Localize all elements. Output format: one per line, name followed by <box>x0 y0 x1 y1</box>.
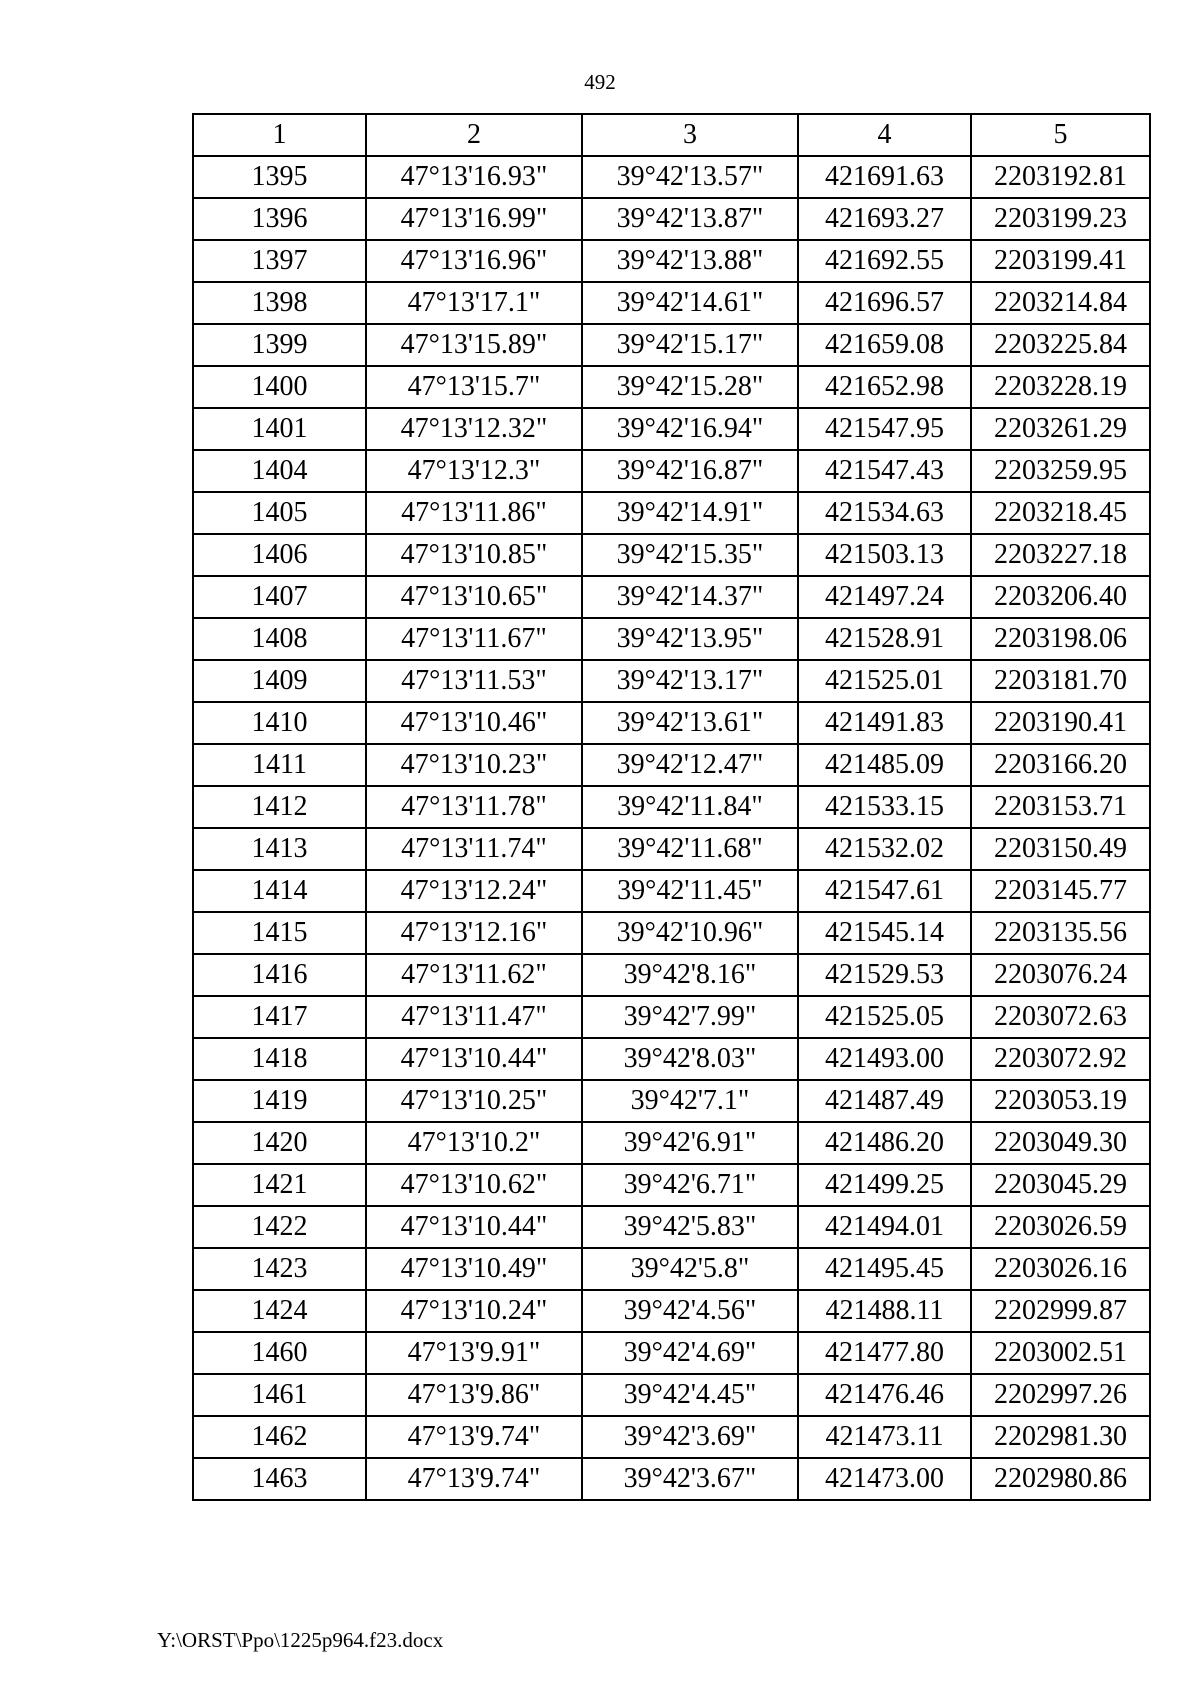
point-number-cell: 1418 <box>193 1038 366 1080</box>
y-coordinate-cell: 2203026.16 <box>971 1248 1150 1290</box>
y-coordinate-cell: 2203181.70 <box>971 660 1150 702</box>
table-row <box>193 282 1150 324</box>
longitude-cell: 39°42'13.17" <box>582 660 798 702</box>
y-coordinate-cell: 2203228.19 <box>971 366 1150 408</box>
table-row <box>193 576 1150 618</box>
y-coordinate-cell: 2203166.20 <box>971 744 1150 786</box>
x-coordinate-cell: 421473.11 <box>798 1416 971 1458</box>
latitude-cell: 47°13'10.44" <box>366 1206 582 1248</box>
table-row <box>193 1290 1150 1332</box>
y-coordinate-cell: 2203045.29 <box>971 1164 1150 1206</box>
x-coordinate-cell: 421473.00 <box>798 1458 971 1500</box>
latitude-cell: 47°13'10.25" <box>366 1080 582 1122</box>
point-number-cell: 1397 <box>193 240 366 282</box>
point-number-cell: 1412 <box>193 786 366 828</box>
latitude-cell: 47°13'15.7" <box>366 366 582 408</box>
longitude-cell: 39°42'13.57" <box>582 156 798 198</box>
latitude-cell: 47°13'10.44" <box>366 1038 582 1080</box>
x-coordinate-cell: 421696.57 <box>798 282 971 324</box>
longitude-cell: 39°42'14.91" <box>582 492 798 534</box>
point-number-cell: 1405 <box>193 492 366 534</box>
latitude-cell: 47°13'10.85" <box>366 534 582 576</box>
point-number-cell: 1406 <box>193 534 366 576</box>
latitude-cell: 47°13'10.2" <box>366 1122 582 1164</box>
y-coordinate-cell: 2203049.30 <box>971 1122 1150 1164</box>
y-coordinate-cell: 2203190.41 <box>971 702 1150 744</box>
table-row <box>193 870 1150 912</box>
table-row <box>193 996 1150 1038</box>
table-row <box>193 324 1150 366</box>
point-number-cell: 1423 <box>193 1248 366 1290</box>
table-row <box>193 1458 1150 1500</box>
x-coordinate-cell: 421487.49 <box>798 1080 971 1122</box>
point-number-cell: 1422 <box>193 1206 366 1248</box>
latitude-cell: 47°13'17.1" <box>366 282 582 324</box>
longitude-cell: 39°42'14.61" <box>582 282 798 324</box>
point-number-cell: 1414 <box>193 870 366 912</box>
y-coordinate-cell: 2203198.06 <box>971 618 1150 660</box>
point-number-cell: 1460 <box>193 1332 366 1374</box>
latitude-cell: 47°13'9.74" <box>366 1458 582 1500</box>
longitude-cell: 39°42'10.96" <box>582 912 798 954</box>
latitude-cell: 47°13'10.49" <box>366 1248 582 1290</box>
point-number-cell: 1420 <box>193 1122 366 1164</box>
y-coordinate-cell: 2203026.59 <box>971 1206 1150 1248</box>
table-row <box>193 492 1150 534</box>
point-number-cell: 1410 <box>193 702 366 744</box>
point-number-cell: 1415 <box>193 912 366 954</box>
y-coordinate-cell: 2203199.23 <box>971 198 1150 240</box>
x-coordinate-cell: 421529.53 <box>798 954 971 996</box>
longitude-cell: 39°42'8.16" <box>582 954 798 996</box>
x-coordinate-cell: 421547.61 <box>798 870 971 912</box>
y-coordinate-cell: 2203225.84 <box>971 324 1150 366</box>
latitude-cell: 47°13'12.16" <box>366 912 582 954</box>
x-coordinate-cell: 421659.08 <box>798 324 971 366</box>
longitude-cell: 39°42'15.35" <box>582 534 798 576</box>
table-row <box>193 1080 1150 1122</box>
footer-file-path: Y:\ORST\Ppo\1225p964.f23.docx <box>157 1628 444 1652</box>
longitude-cell: 39°42'7.99" <box>582 996 798 1038</box>
longitude-cell: 39°42'15.28" <box>582 366 798 408</box>
latitude-cell: 47°13'10.65" <box>366 576 582 618</box>
latitude-cell: 47°13'15.89" <box>366 324 582 366</box>
point-number-cell: 1409 <box>193 660 366 702</box>
table-row <box>193 366 1150 408</box>
y-coordinate-cell: 2202980.86 <box>971 1458 1150 1500</box>
y-coordinate-cell: 2202997.26 <box>971 1374 1150 1416</box>
y-coordinate-cell: 2203053.19 <box>971 1080 1150 1122</box>
table-row <box>193 1416 1150 1458</box>
x-coordinate-cell: 421545.14 <box>798 912 971 954</box>
table-row <box>193 408 1150 450</box>
point-number-cell: 1396 <box>193 198 366 240</box>
x-coordinate-cell: 421488.11 <box>798 1290 971 1332</box>
x-coordinate-cell: 421534.63 <box>798 492 971 534</box>
y-coordinate-cell: 2203135.56 <box>971 912 1150 954</box>
longitude-cell: 39°42'5.8" <box>582 1248 798 1290</box>
longitude-cell: 39°42'13.87" <box>582 198 798 240</box>
point-number-cell: 1424 <box>193 1290 366 1332</box>
table-row <box>193 450 1150 492</box>
point-number-cell: 1400 <box>193 366 366 408</box>
x-coordinate-cell: 421503.13 <box>798 534 971 576</box>
longitude-cell: 39°42'3.67" <box>582 1458 798 1500</box>
x-coordinate-cell: 421692.55 <box>798 240 971 282</box>
latitude-cell: 47°13'11.53" <box>366 660 582 702</box>
point-number-cell: 1417 <box>193 996 366 1038</box>
point-number-cell: 1398 <box>193 282 366 324</box>
longitude-cell: 39°42'12.47" <box>582 744 798 786</box>
table-header <box>193 114 1150 156</box>
latitude-cell: 47°13'9.86" <box>366 1374 582 1416</box>
point-number-cell: 1413 <box>193 828 366 870</box>
y-coordinate-cell: 2203261.29 <box>971 408 1150 450</box>
y-coordinate-cell: 2203153.71 <box>971 786 1150 828</box>
y-coordinate-cell: 2203076.24 <box>971 954 1150 996</box>
x-coordinate-cell: 421547.43 <box>798 450 971 492</box>
column-header-1: 1 <box>193 114 366 156</box>
column-header-5: 5 <box>971 114 1150 156</box>
point-number-cell: 1416 <box>193 954 366 996</box>
latitude-cell: 47°13'10.62" <box>366 1164 582 1206</box>
table-row <box>193 828 1150 870</box>
x-coordinate-cell: 421528.91 <box>798 618 971 660</box>
column-header-2: 2 <box>366 114 582 156</box>
table-row <box>193 912 1150 954</box>
table-row <box>193 618 1150 660</box>
y-coordinate-cell: 2203214.84 <box>971 282 1150 324</box>
x-coordinate-cell: 421525.01 <box>798 660 971 702</box>
longitude-cell: 39°42'3.69" <box>582 1416 798 1458</box>
latitude-cell: 47°13'16.96" <box>366 240 582 282</box>
point-number-cell: 1408 <box>193 618 366 660</box>
table-row <box>193 1248 1150 1290</box>
table-row <box>193 1374 1150 1416</box>
point-number-cell: 1411 <box>193 744 366 786</box>
x-coordinate-cell: 421485.09 <box>798 744 971 786</box>
longitude-cell: 39°42'5.83" <box>582 1206 798 1248</box>
point-number-cell: 1419 <box>193 1080 366 1122</box>
latitude-cell: 47°13'10.23" <box>366 744 582 786</box>
y-coordinate-cell: 2203002.51 <box>971 1332 1150 1374</box>
table-row <box>193 240 1150 282</box>
latitude-cell: 47°13'11.47" <box>366 996 582 1038</box>
y-coordinate-cell: 2202999.87 <box>971 1290 1150 1332</box>
y-coordinate-cell: 2203150.49 <box>971 828 1150 870</box>
table-row <box>193 534 1150 576</box>
x-coordinate-cell: 421477.80 <box>798 1332 971 1374</box>
table-row <box>193 1206 1150 1248</box>
longitude-cell: 39°42'4.45" <box>582 1374 798 1416</box>
latitude-cell: 47°13'11.86" <box>366 492 582 534</box>
longitude-cell: 39°42'7.1" <box>582 1080 798 1122</box>
y-coordinate-cell: 2203072.63 <box>971 996 1150 1038</box>
x-coordinate-cell: 421693.27 <box>798 198 971 240</box>
latitude-cell: 47°13'16.93" <box>366 156 582 198</box>
table-row <box>193 156 1150 198</box>
table-row <box>193 1332 1150 1374</box>
x-coordinate-cell: 421494.01 <box>798 1206 971 1248</box>
x-coordinate-cell: 421493.00 <box>798 1038 971 1080</box>
longitude-cell: 39°42'6.91" <box>582 1122 798 1164</box>
x-coordinate-cell: 421491.83 <box>798 702 971 744</box>
longitude-cell: 39°42'8.03" <box>582 1038 798 1080</box>
latitude-cell: 47°13'9.91" <box>366 1332 582 1374</box>
table-row <box>193 198 1150 240</box>
table-header-row <box>193 114 1150 156</box>
point-number-cell: 1407 <box>193 576 366 618</box>
y-coordinate-cell: 2202981.30 <box>971 1416 1150 1458</box>
longitude-cell: 39°42'4.69" <box>582 1332 798 1374</box>
point-number-cell: 1461 <box>193 1374 366 1416</box>
longitude-cell: 39°42'14.37" <box>582 576 798 618</box>
latitude-cell: 47°13'12.32" <box>366 408 582 450</box>
point-number-cell: 1404 <box>193 450 366 492</box>
x-coordinate-cell: 421533.15 <box>798 786 971 828</box>
y-coordinate-cell: 2203145.77 <box>971 870 1150 912</box>
x-coordinate-cell: 421532.02 <box>798 828 971 870</box>
longitude-cell: 39°42'6.71" <box>582 1164 798 1206</box>
longitude-cell: 39°42'16.94" <box>582 408 798 450</box>
latitude-cell: 47°13'16.99" <box>366 198 582 240</box>
x-coordinate-cell: 421495.45 <box>798 1248 971 1290</box>
x-coordinate-cell: 421497.24 <box>798 576 971 618</box>
longitude-cell: 39°42'15.17" <box>582 324 798 366</box>
y-coordinate-cell: 2203199.41 <box>971 240 1150 282</box>
table-row <box>193 954 1150 996</box>
x-coordinate-cell: 421486.20 <box>798 1122 971 1164</box>
y-coordinate-cell: 2203072.92 <box>971 1038 1150 1080</box>
longitude-cell: 39°42'11.84" <box>582 786 798 828</box>
longitude-cell: 39°42'13.61" <box>582 702 798 744</box>
latitude-cell: 47°13'9.74" <box>366 1416 582 1458</box>
latitude-cell: 47°13'10.24" <box>366 1290 582 1332</box>
table-row <box>193 1038 1150 1080</box>
coordinates-table <box>192 113 1151 1501</box>
point-number-cell: 1462 <box>193 1416 366 1458</box>
x-coordinate-cell: 421525.05 <box>798 996 971 1038</box>
x-coordinate-cell: 421476.46 <box>798 1374 971 1416</box>
y-coordinate-cell: 2203259.95 <box>971 450 1150 492</box>
y-coordinate-cell: 2203218.45 <box>971 492 1150 534</box>
longitude-cell: 39°42'16.87" <box>582 450 798 492</box>
column-header-3: 3 <box>582 114 798 156</box>
latitude-cell: 47°13'11.78" <box>366 786 582 828</box>
table-row <box>193 660 1150 702</box>
x-coordinate-cell: 421691.63 <box>798 156 971 198</box>
longitude-cell: 39°42'11.45" <box>582 870 798 912</box>
longitude-cell: 39°42'13.95" <box>582 618 798 660</box>
latitude-cell: 47°13'12.24" <box>366 870 582 912</box>
latitude-cell: 47°13'11.74" <box>366 828 582 870</box>
longitude-cell: 39°42'4.56" <box>582 1290 798 1332</box>
latitude-cell: 47°13'11.67" <box>366 618 582 660</box>
y-coordinate-cell: 2203192.81 <box>971 156 1150 198</box>
point-number-cell: 1399 <box>193 324 366 366</box>
latitude-cell: 47°13'10.46" <box>366 702 582 744</box>
point-number-cell: 1463 <box>193 1458 366 1500</box>
x-coordinate-cell: 421547.95 <box>798 408 971 450</box>
y-coordinate-cell: 2203206.40 <box>971 576 1150 618</box>
point-number-cell: 1421 <box>193 1164 366 1206</box>
latitude-cell: 47°13'12.3" <box>366 450 582 492</box>
page-number: 492 <box>584 70 616 94</box>
x-coordinate-cell: 421652.98 <box>798 366 971 408</box>
table-row <box>193 786 1150 828</box>
longitude-cell: 39°42'13.88" <box>582 240 798 282</box>
x-coordinate-cell: 421499.25 <box>798 1164 971 1206</box>
table-body <box>193 156 1150 1500</box>
table-row <box>193 1164 1150 1206</box>
point-number-cell: 1401 <box>193 408 366 450</box>
table-row <box>193 1122 1150 1164</box>
column-header-4: 4 <box>798 114 971 156</box>
table-row <box>193 744 1150 786</box>
table-row <box>193 702 1150 744</box>
longitude-cell: 39°42'11.68" <box>582 828 798 870</box>
y-coordinate-cell: 2203227.18 <box>971 534 1150 576</box>
point-number-cell: 1395 <box>193 156 366 198</box>
latitude-cell: 47°13'11.62" <box>366 954 582 996</box>
